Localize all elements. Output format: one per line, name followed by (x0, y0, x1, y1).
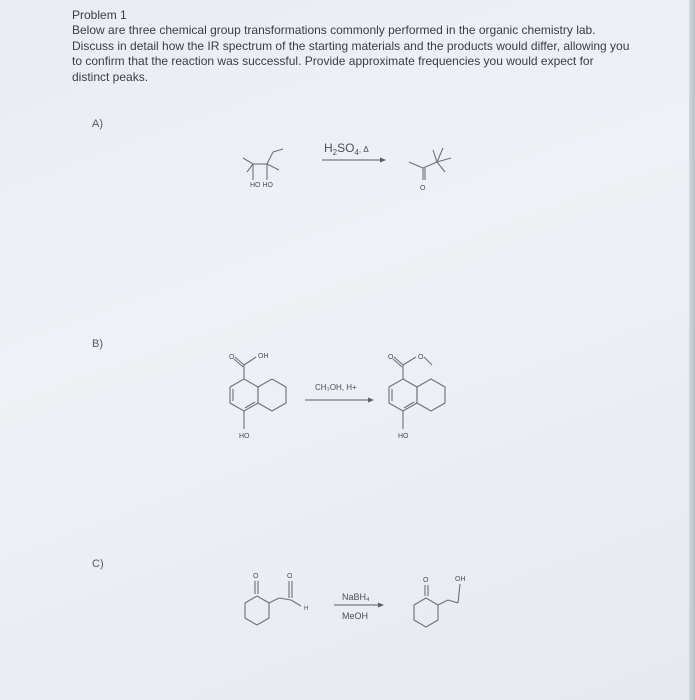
part-c-label: C) (92, 558, 104, 570)
ester-oxygen-label: O (418, 354, 424, 361)
problem-title: Problem 1 (72, 8, 127, 22)
arrowhead-b (368, 398, 374, 403)
product-ketone-oxygen-label: O (423, 577, 429, 584)
part-a-label: A) (92, 118, 103, 130)
hydroxyketone-structure (400, 568, 480, 643)
ketone-oxygen-label: O (253, 573, 259, 580)
reagent-c-top-label: NaBH₄ (342, 592, 370, 602)
ester-carbonyl-oxygen-label: O (388, 354, 394, 361)
aldehyde-hydrogen-label: H (304, 606, 309, 612)
reagent-b-label: CH₃OH, H+ (315, 383, 357, 392)
pinacolone-oxygen-label: O (420, 185, 426, 192)
reaction-c-conditions (330, 588, 390, 628)
acid-starting-structure (220, 345, 305, 445)
arrowhead-a (380, 158, 386, 163)
pinacol-hydroxyl-label: HO HO (250, 182, 273, 189)
arrowhead-c (378, 603, 384, 608)
pinacol-structure (235, 140, 305, 195)
acid-hydroxyl-label: OH (258, 353, 269, 360)
reaction-a-conditions (318, 138, 393, 168)
product-hydroxyl-label: OH (455, 576, 466, 583)
reaction-b-conditions (302, 378, 382, 408)
ester-product-structure (378, 345, 468, 445)
acid-phenol-label: HO (239, 433, 250, 440)
reagent-c-bottom-label: MeOH (342, 611, 369, 621)
part-b-label: B) (92, 338, 103, 350)
acid-carbonyl-oxygen-label: O (229, 354, 235, 361)
ketoaldehyde-structure (235, 568, 320, 643)
problem-header (72, 8, 632, 85)
problem-text: Below are three chemical group transformations commonly performed in the organic chemistry lab. Discuss in detail how the IR spectrum of the starting materials and the products would differ, allowing you to confirm that the reaction was successful. Provide approximate frequencies you would expect for distinct peaks. (72, 23, 630, 84)
ester-phenol-label: HO (398, 433, 409, 440)
page-edge-shadow (689, 0, 695, 700)
reagent-a-label: $H_2SO_4^{, \Delta}$ (324, 141, 369, 157)
aldehyde-oxygen-label: O (287, 573, 293, 580)
pinacolone-structure (405, 140, 465, 195)
